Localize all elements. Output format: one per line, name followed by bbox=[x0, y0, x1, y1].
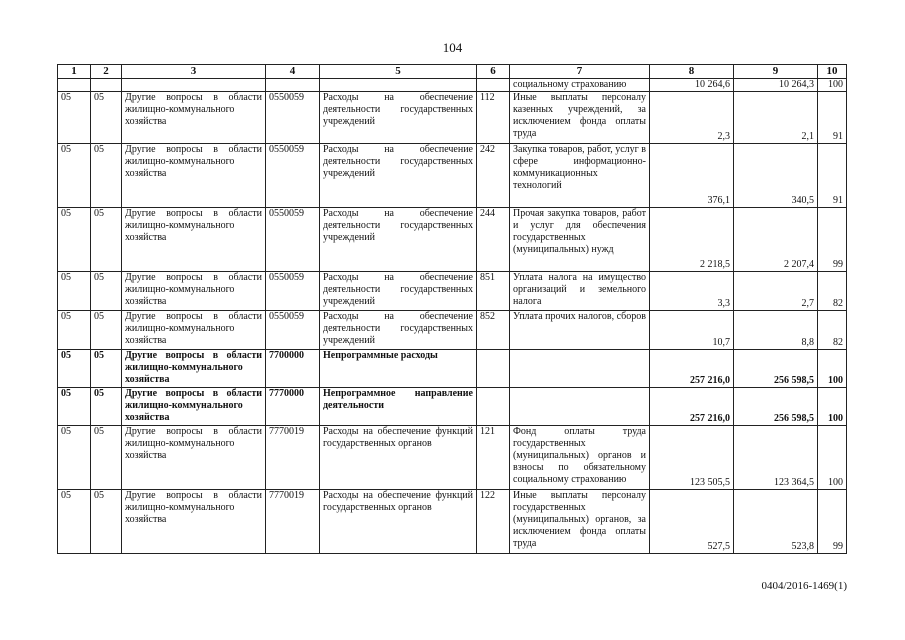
table-cell-col1: 05 bbox=[58, 144, 91, 208]
table-cell-col1 bbox=[58, 79, 91, 92]
table-cell-col3: Другие вопросы в области жилищно-коммунального хозяйства bbox=[122, 311, 266, 350]
table-cell-col6: 852 bbox=[477, 311, 510, 350]
table-cell-col9: 2,7 bbox=[734, 272, 818, 311]
table-cell-col1: 05 bbox=[58, 311, 91, 350]
table-cell-col3: Другие вопросы в области жилищно-коммунального хозяйства bbox=[122, 208, 266, 272]
table-row bbox=[58, 388, 847, 426]
table-row bbox=[58, 350, 847, 388]
table-cell-col3: Другие вопросы в области жилищно-коммунального хозяйства bbox=[122, 490, 266, 554]
table-cell-col6: 242 bbox=[477, 144, 510, 208]
table-cell-col4: 0550059 bbox=[266, 144, 320, 208]
table-cell-col2: 05 bbox=[91, 388, 122, 426]
table-cell-col3: Другие вопросы в области жилищно-коммунального хозяйства bbox=[122, 92, 266, 144]
table-cell-col8: 527,5 bbox=[650, 490, 734, 554]
table-row bbox=[58, 208, 847, 272]
table-cell-col2: 05 bbox=[91, 350, 122, 388]
table-cell-col1: 05 bbox=[58, 388, 91, 426]
table-cell-col7: Прочая закупка товаров, работ и услуг для обеспечения государственных (муниципальных) нужд bbox=[510, 208, 650, 272]
table-cell-col7: Уплата налога на имущество организаций и земельного налога bbox=[510, 272, 650, 311]
column-header: 3 bbox=[122, 65, 266, 79]
table-cell-col8: 10,7 bbox=[650, 311, 734, 350]
table-cell-col2: 05 bbox=[91, 92, 122, 144]
table-cell-col5: Расходы на обеспечение деятельности государственных учреждений bbox=[320, 208, 477, 272]
table-cell-col9: 10 264,3 bbox=[734, 79, 818, 92]
budget-table bbox=[57, 64, 847, 554]
table-cell-col7: Иные выплаты персоналу государственных (муниципальных) органов, за исключением фонда оплаты труда bbox=[510, 490, 650, 554]
table-cell-col8: 10 264,6 bbox=[650, 79, 734, 92]
column-header: 10 bbox=[818, 65, 847, 79]
table-cell-col7 bbox=[510, 350, 650, 388]
table-cell-col2: 05 bbox=[91, 311, 122, 350]
table-cell-col6: 122 bbox=[477, 490, 510, 554]
column-header: 1 bbox=[58, 65, 91, 79]
table-cell-col4: 0550059 bbox=[266, 208, 320, 272]
table-cell-col5: Расходы на обеспечение функций государственных органов bbox=[320, 490, 477, 554]
table-cell-col6: 851 bbox=[477, 272, 510, 311]
table-cell-col8: 257 216,0 bbox=[650, 388, 734, 426]
table-cell-col7: Закупка товаров, работ, услуг в сфере информационно-коммуникационных технологий bbox=[510, 144, 650, 208]
header-row bbox=[58, 65, 847, 79]
table-cell-col8: 257 216,0 bbox=[650, 350, 734, 388]
table-cell-col9: 340,5 bbox=[734, 144, 818, 208]
column-header: 4 bbox=[266, 65, 320, 79]
table-cell-col4: 7770000 bbox=[266, 388, 320, 426]
table-cell-col6: 121 bbox=[477, 426, 510, 490]
table-cell-col4: 7770019 bbox=[266, 490, 320, 554]
column-header: 6 bbox=[477, 65, 510, 79]
table-cell-col3 bbox=[122, 79, 266, 92]
table-cell-col9: 2,1 bbox=[734, 92, 818, 144]
table-cell-col7: Фонд оплаты труда государственных (муниципальных) органов и взносы по обязательному социальному страхованию bbox=[510, 426, 650, 490]
table-cell-col8: 376,1 bbox=[650, 144, 734, 208]
table-cell-col10: 99 bbox=[818, 490, 847, 554]
table-cell-col3: Другие вопросы в области жилищно-коммунального хозяйства bbox=[122, 272, 266, 311]
table-cell-col8: 3,3 bbox=[650, 272, 734, 311]
table-cell-col1: 05 bbox=[58, 208, 91, 272]
table-cell-col5: Расходы на обеспечение функций государственных органов bbox=[320, 426, 477, 490]
table-cell-col9: 8,8 bbox=[734, 311, 818, 350]
table-cell-col6: 112 bbox=[477, 92, 510, 144]
table-cell-col7 bbox=[510, 388, 650, 426]
table-cell-col9: 256 598,5 bbox=[734, 350, 818, 388]
table-cell-col2: 05 bbox=[91, 208, 122, 272]
table-cell-col4: 7700000 bbox=[266, 350, 320, 388]
table-cell-col4: 7770019 bbox=[266, 426, 320, 490]
table-cell-col2: 05 bbox=[91, 490, 122, 554]
table-cell-col9: 256 598,5 bbox=[734, 388, 818, 426]
column-header: 5 bbox=[320, 65, 477, 79]
table-row bbox=[58, 490, 847, 554]
table-cell-col5: Расходы на обеспечение деятельности государственных учреждений bbox=[320, 144, 477, 208]
table-cell-col6 bbox=[477, 388, 510, 426]
table-cell-col2: 05 bbox=[91, 144, 122, 208]
table-cell-col1: 05 bbox=[58, 92, 91, 144]
table-cell-col4 bbox=[266, 79, 320, 92]
table-cell-col9: 523,8 bbox=[734, 490, 818, 554]
table-cell-col1: 05 bbox=[58, 350, 91, 388]
document-id: 0404/2016-1469(1) bbox=[761, 580, 847, 592]
table-cell-col3: Другие вопросы в области жилищно-коммунального хозяйства bbox=[122, 388, 266, 426]
table-cell-col3: Другие вопросы в области жилищно-коммунального хозяйства bbox=[122, 426, 266, 490]
column-header: 7 bbox=[510, 65, 650, 79]
table-row bbox=[58, 272, 847, 311]
table-cell-col10: 91 bbox=[818, 92, 847, 144]
table-cell-col5: Расходы на обеспечение деятельности государственных учреждений bbox=[320, 92, 477, 144]
table-cell-col1: 05 bbox=[58, 426, 91, 490]
table-cell-col1: 05 bbox=[58, 272, 91, 311]
table-cell-col10: 100 bbox=[818, 350, 847, 388]
table-cell-col4: 0550059 bbox=[266, 311, 320, 350]
table-row bbox=[58, 92, 847, 144]
table-cell-col9: 2 207,4 bbox=[734, 208, 818, 272]
table-cell-col10: 100 bbox=[818, 426, 847, 490]
table-cell-col3: Другие вопросы в области жилищно-коммунального хозяйства bbox=[122, 144, 266, 208]
column-header: 8 bbox=[650, 65, 734, 79]
table-cell-col8: 2 218,5 bbox=[650, 208, 734, 272]
table-cell-col8: 123 505,5 bbox=[650, 426, 734, 490]
table-cell-col8: 2,3 bbox=[650, 92, 734, 144]
table-cell-col5: Непрограммные расходы bbox=[320, 350, 477, 388]
table-row bbox=[58, 426, 847, 490]
table-cell-col2 bbox=[91, 79, 122, 92]
table-cell-col5: Расходы на обеспечение деятельности государственных учреждений bbox=[320, 311, 477, 350]
table-cell-col3: Другие вопросы в области жилищно-коммунального хозяйства bbox=[122, 350, 266, 388]
table-cell-col7: Иные выплаты персоналу казенных учреждений, за исключением фонда оплаты труда bbox=[510, 92, 650, 144]
table-cell-col2: 05 bbox=[91, 272, 122, 311]
table-cell-col10: 91 bbox=[818, 144, 847, 208]
column-header: 2 bbox=[91, 65, 122, 79]
table-cell-col1: 05 bbox=[58, 490, 91, 554]
table-cell-col10: 100 bbox=[818, 388, 847, 426]
table-cell-col5: Расходы на обеспечение деятельности государственных учреждений bbox=[320, 272, 477, 311]
table-row bbox=[58, 79, 847, 92]
table-row bbox=[58, 144, 847, 208]
table-cell-col7: социальному страхованию bbox=[510, 79, 650, 92]
table-cell-col7: Уплата прочих налогов, сборов bbox=[510, 311, 650, 350]
table-cell-col4: 0550059 bbox=[266, 272, 320, 311]
table-cell-col2: 05 bbox=[91, 426, 122, 490]
table-cell-col6 bbox=[477, 350, 510, 388]
table-cell-col10: 82 bbox=[818, 272, 847, 311]
table-cell-col5 bbox=[320, 79, 477, 92]
table-cell-col10: 82 bbox=[818, 311, 847, 350]
table-cell-col5: Непрограммное направление деятельности bbox=[320, 388, 477, 426]
table-row bbox=[58, 311, 847, 350]
table-cell-col9: 123 364,5 bbox=[734, 426, 818, 490]
table-cell-col6: 244 bbox=[477, 208, 510, 272]
table-cell-col10: 99 bbox=[818, 208, 847, 272]
column-header: 9 bbox=[734, 65, 818, 79]
table-cell-col6 bbox=[477, 79, 510, 92]
table-cell-col10: 100 bbox=[818, 79, 847, 92]
page-number: 104 bbox=[442, 40, 463, 55]
table-cell-col4: 0550059 bbox=[266, 92, 320, 144]
